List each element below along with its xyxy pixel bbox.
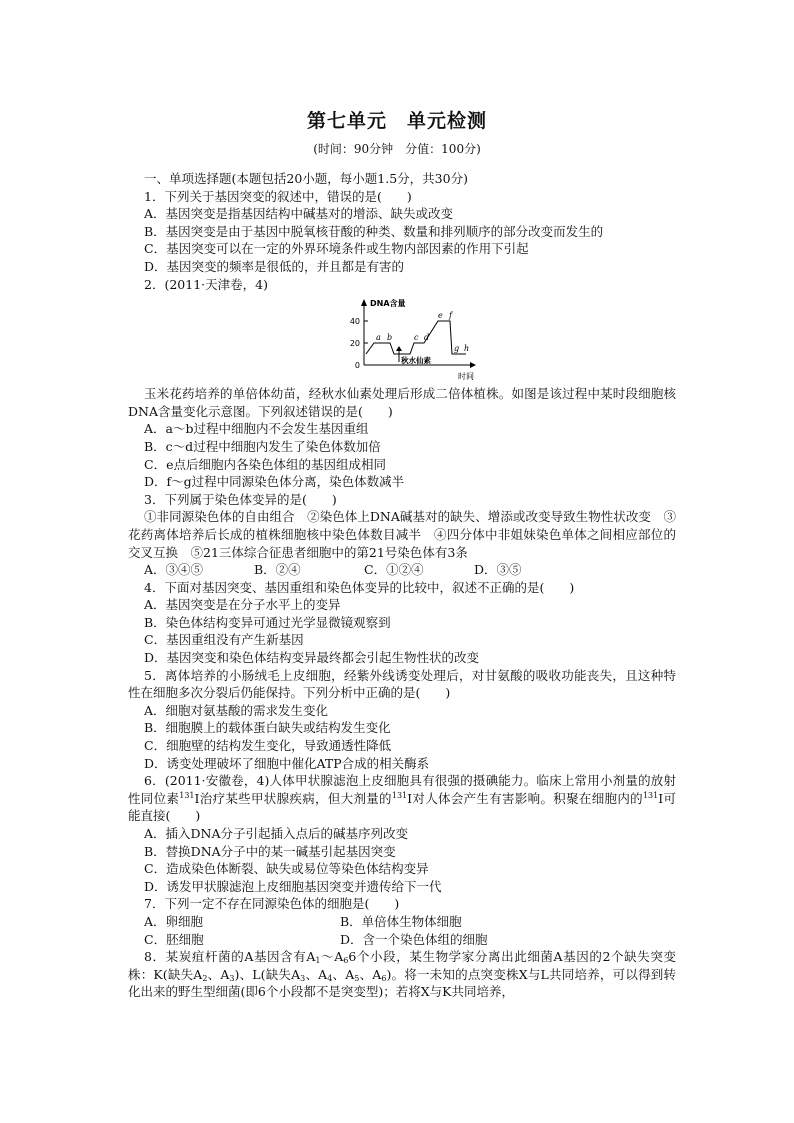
question-7-option-a: A．卵细胞 — [144, 913, 204, 929]
question-5-option-d: D．诱变处理破坏了细胞中催化ATP合成的相关酶系 — [144, 755, 430, 771]
y-tick-label-40: 40 — [349, 317, 360, 327]
question-2-option-c: C．e点后细胞内各染色体组的基因组成相同 — [144, 456, 386, 472]
x-axis-label: 时间 — [458, 372, 474, 382]
question-6-option-b: B．替换DNA分子中的某一碱基引起基因突变 — [144, 843, 396, 859]
question-1-stem: 1．下列关于基因突变的叙述中，错误的是( ) — [144, 188, 412, 204]
question-3-paragraph: ①非同源染色体的自由组合 ②染色体上DNA碱基对的缺失、增添或改变导致生物性状改变 ③花药离体培养后长成的植株细胞核中染色体数目减半 ④四分体中非姐妹染色单体之间相应部位的交叉互换 ⑤21三体综合征患者细胞中的第21号染色体有3条 — [128, 509, 676, 560]
question-8-paragraph: 8．某炭疽杆菌的A基因含有$A_1\sim A_66$个小段，某生物学家分离出此细菌A基因的2个缺失突变株：K(缺失$A_2$、$A_3$)、L(缺失$A_3$、$A_4$、$A_5$、$A_6$)。将一未知的点突变株X与L共同培养，可以得到转化出来的野生型细菌(即6个小段都不是突变型)；若将X与K共同培养， — [128, 949, 677, 1000]
question-1-option-a: A．基因突变是指基因结构中碱基对的增添、缺失或改变 — [144, 206, 454, 222]
question-6-option-c: C．造成染色体断裂、缺失或易位等染色体结构变异 — [144, 861, 429, 877]
question-7-option-d: D．含一个染色体组的细胞 — [340, 931, 488, 947]
question-3-options — [128, 561, 676, 579]
question-2-option-a: A．a～b过程中细胞内不会发生基因重组 — [144, 421, 369, 437]
question-1-option-c: C．基因突变可以在一定的外界环境条件或生物内部因素的作用下引起 — [144, 241, 529, 257]
question-4-stem: 4．下面对基因突变、基因重组和染色体变异的比较中，叙述不正确的是( ) — [144, 579, 575, 595]
question-4-option-b: B．染色体结构变异可通过光学显微镜观察到 — [144, 614, 391, 630]
y-axis-arrow — [361, 299, 367, 306]
colchicine-arrow-head — [396, 346, 402, 351]
dna-content-figure — [128, 293, 676, 385]
point-label-g: g — [454, 344, 460, 354]
question-2-paragraph: 玉米花药培养的单倍体幼苗，经秋水仙素处理后形成二倍体植株。如图是该过程中某时段细胞核DNA含量变化示意图。下列叙述错误的是( ) — [128, 386, 676, 419]
y-tick-label-0: 0 — [354, 361, 360, 371]
dna-content-graph — [338, 295, 478, 383]
question-7-options-row-1 — [128, 913, 676, 931]
point-label-a: a — [376, 333, 381, 343]
question-4-option-c: C．基因重组没有产生新基因 — [144, 632, 304, 648]
y-axis-label: DNA含量 — [370, 299, 406, 309]
colchicine-label: 秋水仙素 — [401, 356, 431, 366]
question-6-paragraph: 6．(2011·安徽卷，4)人体甲状腺滤泡上皮细胞具有很强的摄碘能力。临床上常用小剂量的放射性同位素$^{131}$I治疗某些甲状腺疾病，但大剂量的$^{131}$I对人体会产生有害影响。积聚在细胞内的$^{131}$I可能直接( ) — [128, 773, 676, 824]
point-label-e: e — [438, 311, 443, 321]
question-2-option-b: B．c～d过程中细胞内发生了染色体数加倍 — [144, 438, 381, 454]
point-label-h: h — [464, 344, 470, 354]
x-axis-arrow — [470, 362, 476, 368]
question-5-option-c: C．细胞壁的结构发生变化，导致通透性降低 — [144, 738, 392, 754]
question-1-option-d: D．基因突变的频率是很低的，并且都是有害的 — [144, 258, 405, 274]
question-3-option-d: D．③⑤ — [474, 562, 522, 578]
question-7-option-c: C．胚细胞 — [144, 931, 204, 947]
section-heading: 一、单项选择题(本题包括20小题，每小题1.5分，共30分) — [144, 171, 468, 186]
question-4-option-a: A．基因突变是在分子水平上的变异 — [144, 597, 341, 613]
page-title: 第七单元 单元检测 — [306, 110, 487, 132]
question-6-option-d: D．诱发甲状腺滤泡上皮细胞基因突变并遗传给下一代 — [144, 878, 442, 894]
question-1-option-b: B．基因突变是由于基因中脱氧核苷酸的种类、数量和排列顺序的部分改变而发生的 — [144, 223, 604, 239]
question-5-paragraph: 5．离体培养的小肠绒毛上皮细胞，经紫外线诱变处理后，对甘氨酸的吸收功能丧失，且这种特性在细胞多次分裂后仍能保持。下列分析中正确的是( ) — [128, 667, 676, 701]
question-7-option-b: B．单倍体生物体细胞 — [340, 913, 462, 929]
point-label-b: b — [387, 333, 393, 343]
question-4-option-d: D．基因突变和染色体结构变异最终都会引起生物性状的改变 — [144, 650, 480, 666]
question-3-option-b: B．②④ — [254, 562, 301, 578]
point-label-c: c — [414, 333, 419, 343]
point-label-f: f — [449, 311, 452, 321]
question-2-option-d: D．f～g过程中同源染色体分离，染色体数减半 — [144, 474, 405, 490]
exam-body — [128, 170, 676, 1001]
question-7-options-row-2 — [128, 931, 676, 949]
question-7-stem: 7．下列一定不存在同源染色体的细胞是( ) — [144, 896, 400, 912]
question-3-stem: 3．下列属于染色体变异的是( ) — [144, 491, 337, 507]
y-tick-label-20: 20 — [349, 339, 360, 349]
page-subtitle: (时间：90分钟 分值：100分) — [313, 142, 481, 156]
question-5-option-a: A．细胞对氨基酸的需求发生变化 — [144, 702, 329, 718]
question-3-option-a: A．③④⑤ — [144, 562, 204, 578]
point-label-d: d — [424, 333, 430, 343]
question-5-option-b: B．细胞膜上的载体蛋白缺失或结构发生变化 — [144, 720, 391, 736]
question-6-option-a: A．插入DNA分子引起插入点后的碱基序列改变 — [144, 826, 409, 841]
question-3-option-c: C．①②④ — [364, 562, 424, 578]
question-2-stem: 2．(2011·天津卷，4) — [144, 276, 268, 292]
